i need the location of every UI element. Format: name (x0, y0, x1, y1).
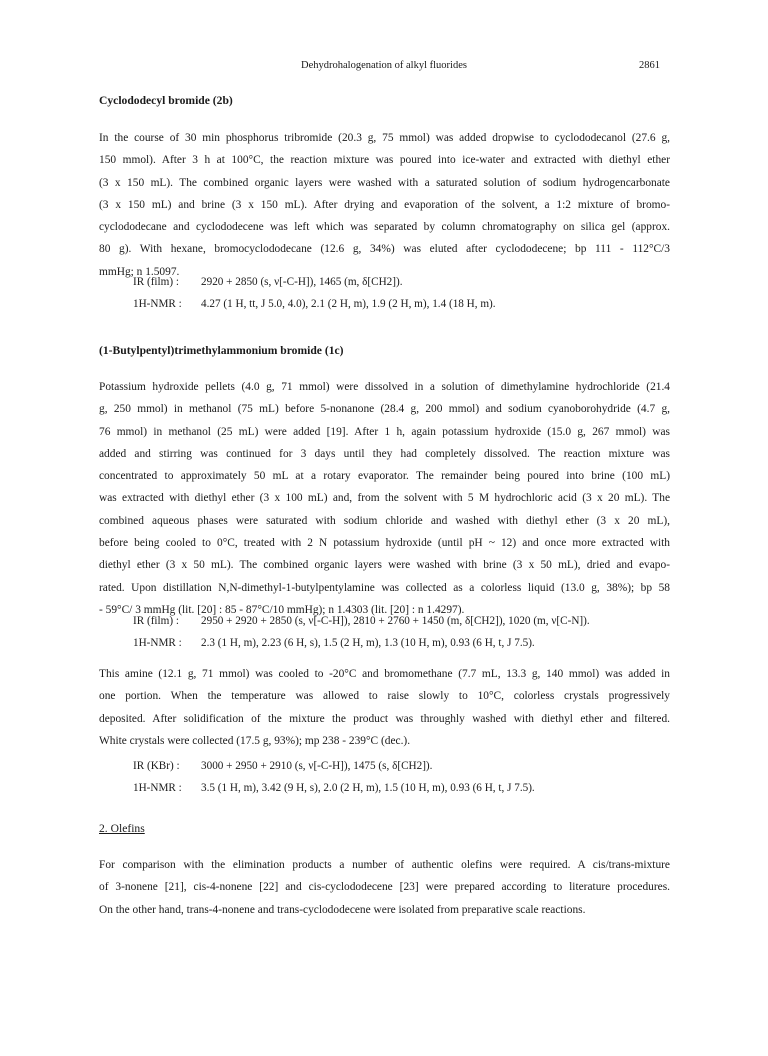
text-line: White crystals were collected (17.5 g, 93%); mp 238 - 239°C (dec.). (99, 734, 411, 747)
spectra-1c-amine (133, 611, 590, 654)
running-title: Dehydrohalogenation of alkyl fluorides (301, 60, 467, 71)
text-line: one portion. When the temperature was allowed to raise slowly to 10°C, colorless crystals progressively (99, 690, 670, 703)
nmr-value: 2.3 (1 H, m), 2.23 (6 H, s), 1.5 (2 H, m), 1.3 (10 H, m), 0.93 (6 H, t, J 7.5). (201, 636, 535, 649)
nmr-value: 4.27 (1 H, tt, J 5.0, 4.0), 2.1 (2 H, m), 1.9 (2 H, m), 1.4 (18 H, m). (201, 297, 496, 310)
text-line: 76 mmol) in methanol (25 mL) were added [19]. After 1 h, again potassium hydroxide (15.0 g, 267 mmol) was (99, 425, 670, 438)
text-line: cyclododecane and cyclododecene was left which was separated by column chromatography on silica gel (approx. (99, 221, 670, 234)
text-line: 80 g). With hexane, bromocyclododecane (12.6 g, 34%) was eluted after cyclododecene; bp 111 - 112°C/3 (99, 243, 670, 256)
text-line: mmHg; n 1.5097. (99, 265, 180, 278)
page-number: 2861 (639, 60, 660, 71)
ir-value: 2920 + 2850 (s, ν[-C-H]), 1465 (m, δ[CH2]). (201, 276, 403, 288)
spectra-1c-salt (133, 756, 535, 799)
ir-label: IR (film) : (133, 615, 179, 627)
heading-ammonium-bromide: (1-Butylpentyl)trimethylammonium bromide (1c) (99, 344, 344, 357)
nmr-label: 1H-NMR : (133, 297, 182, 310)
nmr-label: 1H-NMR : (133, 781, 182, 794)
paragraph-olefins (99, 854, 670, 921)
ir-label: IR (KBr) : (133, 760, 180, 772)
text-line: On the other hand, trans-4-nonene and trans-cyclododecene were isolated from preparative scale reactions. (99, 903, 586, 916)
nmr-label: 1H-NMR : (133, 636, 182, 649)
text-line: g, 250 mmol) in methanol (75 mL) before 5-nonanone (28.4 g, 200 mmol) and sodium cyanoborohydride (4.7 g, (99, 403, 670, 416)
text-line: rated. Upon distillation N,N-dimethyl-1-butylpentylamine was collected as a colorless liquid (13.0 g, 38%); bp 58 (99, 581, 670, 594)
text-line: concentrated to approximately 50 mL at a rotary evaporator. The remainder being poured into brine (100 mL) (99, 470, 670, 483)
nmr-value: 3.5 (1 H, m), 3.42 (9 H, s), 2.0 (2 H, m), 1.5 (10 H, m), 0.93 (6 H, t, J 7.5). (201, 781, 535, 794)
heading-cyclododecyl-bromide: Cyclododecyl bromide (2b) (99, 94, 233, 107)
paragraph-1c-salt (99, 663, 670, 752)
text-line: of 3-nonene [21], cis-4-nonene [22] and cis-cyclododecene [23] were prepared according to literature procedures. (99, 881, 670, 894)
text-line: - 59°C/ 3 mmHg (lit. [20] : 85 - 87°C/10 mmHg); n 1.4303 (lit. [20] : n 1.4297). (99, 603, 465, 616)
text-line: For comparison with the elimination products a number of authentic olefins were required. A cis/trans-mixture (99, 859, 670, 871)
paragraph-1c (99, 376, 670, 621)
text-line: diethyl ether (3 x 50 mL). The combined organic layers were washed with brine (3 x 50 mL), dried and evapo- (99, 559, 670, 572)
text-line: deposited. After solidification of the mixture the product was throughly washed with diethyl ether and filtered. (99, 712, 670, 725)
ir-value: 3000 + 2950 + 2910 (s, ν[-C-H]), 1475 (s, δ[CH2]). (201, 760, 433, 772)
text-line: (3 x 150 mL). The combined organic layers were washed with a saturated solution of sodium hydrogencarbonate (99, 176, 670, 189)
ir-label: IR (film) : (133, 276, 179, 288)
ir-value: 2950 + 2920 + 2850 (s, ν[-C-H]), 2810 + 2760 + 1450 (m, δ[CH2]), 1020 (m, ν[C-N]). (201, 615, 590, 627)
text-line: 150 mmol). After 3 h at 100°C, the reaction mixture was poured into ice-water and extracted with diethyl ether (99, 154, 670, 167)
text-line: (3 x 150 mL) and brine (3 x 150 mL). After drying and evaporation of the solvent, a 1:2 mixture of bromo- (99, 198, 670, 211)
spectra-2b (133, 272, 496, 315)
text-line: In the course of 30 min phosphorus tribromide (20.3 g, 75 mmol) was added dropwise to cyclododecanol (27.6 g, (99, 132, 670, 144)
text-line: combined aqueous phases were saturated with sodium chloride and washed with diethyl ether (3 x 20 mL), (99, 514, 670, 527)
paragraph-2b (99, 127, 670, 283)
text-line: added and stirring was continued for 3 days until they had completely dissolved. The reaction mixture was (99, 447, 670, 460)
text-line: was extracted with diethyl ether (3 x 100 mL) and, from the solvent with 5 M hydrochloric acid (3 x 20 mL). The (99, 492, 670, 505)
heading-olefins: 2. Olefins (99, 822, 145, 835)
text-line: This amine (12.1 g, 71 mmol) was cooled to -20°C and bromomethane (7.7 mL, 13.3 g, 140 mmol) was added in (99, 668, 670, 680)
text-line: before being cooled to 0°C, treated with 2 N potassium hydroxide (until pH ~ 12) and once more extracted with (99, 537, 670, 550)
text-line: Potassium hydroxide pellets (4.0 g, 71 mmol) were dissolved in a solution of dimethylamine hydrochloride (21.4 (99, 381, 670, 393)
